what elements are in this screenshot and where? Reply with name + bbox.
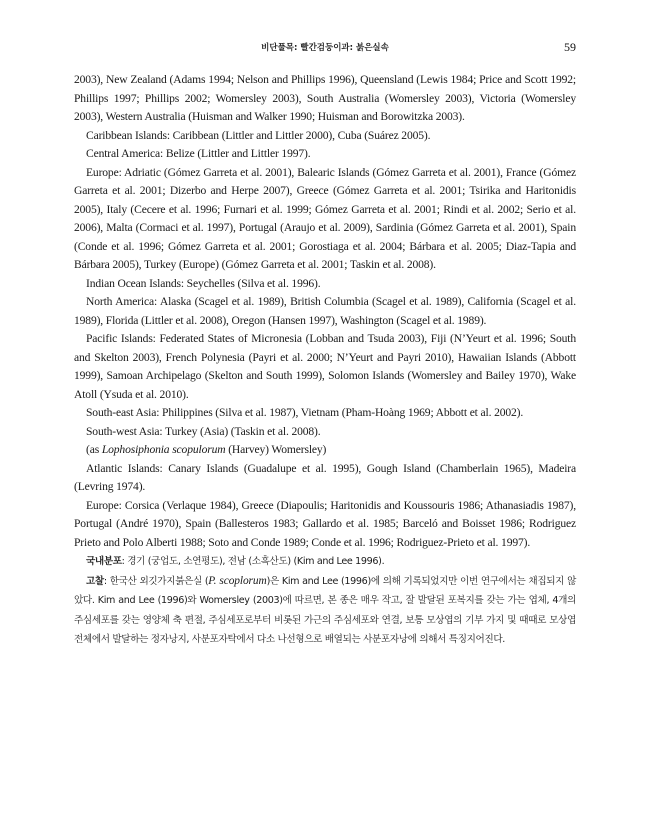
remarks-text-1: : 한국산 외깃가지붉은실 ( <box>103 575 209 587</box>
paragraph-europe: Europe: Adriatic (Gómez Garreta et al. 2001), Balearic Islands (Gómez Garreta et al. 2001), France (Gómez Garreta et al. 2001; Dizerbo and Herpe 2007), Greece (Gómez Garreta et al. 2001; Tsirika and Haritonidis 2005), Italy (Cecere et al. 1996; Furnari et al. 1999; Gómez Garreta et al. 2001; Rindi et al. 2002; Serio et al. 2006), Malta (Cormaci et al. 1997), Portugal (Araujo et al. 2009), Sardinia (Gómez Garreta et al. 2001), Spain (Conde et al. 1996; Gómez Garreta et al. 2001; Gorostiaga et al. 2004; Bárbara et al. 2005; Diaz-Tapia and Bárbara 2005), Turkey (Europe) (Gómez Garreta et al. 2001; Taskin et al. 2008). <box>74 165 576 271</box>
paragraph-europe-synonym: Europe: Corsica (Verlaque 1984), Greece (Diapoulis; Haritonidis and Koussouris 1986; Athanasiadis 1987), Portugal (André 1970), Spain (Ballesteros 1983; Gallardo et al. 1985; Barceló and Boisset 1986; Rodriguez Prieto and Polo Alberti 1988; Soto and Conde 1989; Conde et al. 1996; Rodriguez-Prieto et al. 1997). <box>74 498 576 549</box>
page-header <box>74 40 576 56</box>
paragraph-central-america: Central America: Belize (Littler and Littler 1997). <box>86 147 311 160</box>
remarks-text-2: )은 Kim and Lee (1996)에 의해 기록되었지만 이번 연구에서는 채집되지 않았다. Kim and Lee (1996)와 Womersley (2003)에 따르면, 본 종은 매우 작고, 잘 발달된 포복지를 갖는 가는 엽체, 4개의 주심세포를 갖는 영양체 축 편절, 주심세포로부터 비롯된 가근의 주심세포와 연결, 보통 모상엽의 기부 가지 및 때때로 모상엽 전체에서 발달하는 정자낭지, 사분포자탁에서 다소 나선형으로 배열되는 사분포자낭에 의해서 특징지어진다. <box>74 575 576 645</box>
remarks-species: P. scoplorum <box>208 574 267 587</box>
paragraph-indian-ocean: Indian Ocean Islands: Seychelles (Silva et al. 1996). <box>86 276 321 290</box>
page-number: 59 <box>564 40 576 54</box>
paragraph-caribbean: Caribbean Islands: Caribbean (Littler and Littler 2000), Cuba (Suárez 2005). <box>86 128 431 142</box>
paragraph-pacific-islands: Pacific Islands: Federated States of Micronesia (Lobban and Tsuda 2003), Fiji (N’Yeurt et al. 1996; South and Skelton 2003), French Polynesia (Payri et al. 2000; N’Yeurt and Payri 2010), Hawaiian Islands (Abbott 1999), Samoan Archipelago (Skelton and South 1999), Solomon Islands (Womersley and Bailey 1970), Wake Atoll (Ysuda et al. 2010). <box>74 332 576 401</box>
paragraph-south-west-asia: South-west Asia: Turkey (Asia) (Taskin et al. 2008). <box>86 424 321 438</box>
paragraph-north-america: North America: Alaska (Scagel et al. 1989), British Columbia (Scagel et al. 1989), California (Scagel et al. 1989), Florida (Littler et al. 2008), Oregon (Hansen 1997), Washington (Scagel et al. 1989). <box>74 295 576 327</box>
remarks-label: 고찰 <box>86 575 104 587</box>
running-title: 비단풀목: 빨간검둥이과: 붉은실속 <box>261 43 389 53</box>
paragraph-atlantic-islands: Atlantic Islands: Canary Islands (Guadalupe et al. 1995), Gough Island (Chamberlain 1965), Madeira (Levring 1974). <box>74 461 576 493</box>
korean-remarks <box>74 572 576 650</box>
korean-distribution <box>74 552 576 572</box>
synonym-name: Lophosiphonia scopulorum <box>101 443 226 456</box>
paragraph-south-east-asia: South-east Asia: Philippines (Silva et al. 1987), Vietnam (Pham-Hoàng 1969; Abbott et al. 2002). <box>86 406 524 419</box>
paragraph-continued: 2003), New Zealand (Adams 1994; Nelson and Phillips 1996), Queensland (Lewis 1984; Price and Scott 1992; Phillips 1997; Phillips 2002; Womersley 2003), South Australia (Womersley 2003), Victoria (Womersley 2003), Western Australia (Huisman and Walker 1990; Huisman and Borowitzka 2003). <box>74 73 576 123</box>
distribution-label: 국내분포 <box>86 556 122 567</box>
synonym-prefix: (as <box>86 443 102 456</box>
synonym-line <box>74 441 576 460</box>
synonym-suffix: (Harvey) Womersley) <box>225 443 327 456</box>
distribution-text: : 경기 (궁업도, 소연평도), 전남 (소흑산도) (Kim and Lee 1996). <box>121 556 385 567</box>
page-body <box>74 71 576 650</box>
